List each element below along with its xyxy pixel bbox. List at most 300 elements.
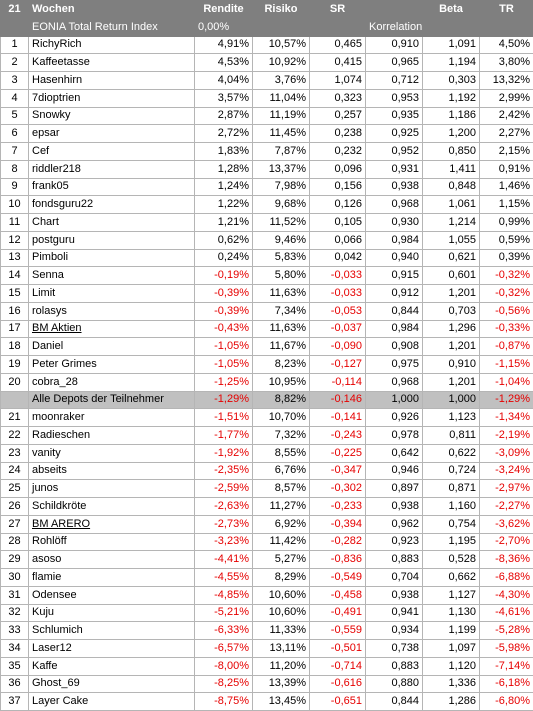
rank-cell: 8 (1, 160, 29, 178)
sr-cell: 0,238 (310, 125, 366, 143)
risiko-cell: 10,60% (253, 604, 310, 622)
name-cell: Laser12 (29, 640, 195, 658)
korrelation-cell: 0,941 (366, 604, 423, 622)
korrelation-cell: 0,938 (366, 178, 423, 196)
rank-cell: 15 (1, 285, 29, 303)
beta-cell: 0,754 (423, 515, 480, 533)
rank-cell: 37 (1, 693, 29, 711)
korrelation-cell: 0,912 (366, 285, 423, 303)
rendite-cell: 4,91% (195, 36, 253, 54)
tr-cell: 1,15% (480, 196, 533, 214)
name-cell: Chart (29, 214, 195, 232)
risiko-cell: 7,98% (253, 178, 310, 196)
name-cell: junos (29, 480, 195, 498)
table-row (1, 515, 533, 533)
tr-cell: -1,34% (480, 409, 533, 427)
table-row (1, 356, 533, 374)
sr-cell: -0,037 (310, 320, 366, 338)
benchmark-row (1, 18, 533, 36)
tr-cell: -1,04% (480, 373, 533, 391)
korrelation-cell: 0,738 (366, 640, 423, 658)
name-cell: Schildkröte (29, 498, 195, 516)
sr-cell: 0,156 (310, 178, 366, 196)
benchmark-rank (1, 18, 29, 36)
rendite-cell: -8,75% (195, 693, 253, 711)
table-row (1, 338, 533, 356)
rank-cell: 19 (1, 356, 29, 374)
name-cell: Limit (29, 285, 195, 303)
benchmark-tr (480, 18, 533, 36)
table-row (1, 107, 533, 125)
beta-cell: 0,303 (423, 72, 480, 90)
rank-cell: 25 (1, 480, 29, 498)
korrelation-cell: 0,938 (366, 586, 423, 604)
beta-cell: 1,186 (423, 107, 480, 125)
weeks-count: 21 (1, 1, 29, 19)
rank-cell: 16 (1, 302, 29, 320)
tr-cell: -0,33% (480, 320, 533, 338)
name-cell: fondsguru22 (29, 196, 195, 214)
rank-cell: 23 (1, 444, 29, 462)
table-row (1, 285, 533, 303)
beta-cell: 1,200 (423, 125, 480, 143)
tr-cell: -1,29% (480, 391, 533, 409)
rank-cell: 34 (1, 640, 29, 658)
korrelation-cell: 0,931 (366, 160, 423, 178)
name-cell: BM Aktien (29, 320, 195, 338)
tr-cell: -3,09% (480, 444, 533, 462)
risiko-cell: 3,76% (253, 72, 310, 90)
sr-cell: -0,233 (310, 498, 366, 516)
korrelation-cell: 0,965 (366, 54, 423, 72)
korrelation-cell: 0,897 (366, 480, 423, 498)
risiko-cell: 8,55% (253, 444, 310, 462)
risiko-cell: 11,67% (253, 338, 310, 356)
table-row (1, 462, 533, 480)
risiko-cell: 11,20% (253, 657, 310, 675)
korrelation-cell: 0,968 (366, 373, 423, 391)
sr-cell: -0,302 (310, 480, 366, 498)
beta-cell: 1,201 (423, 373, 480, 391)
table-row (1, 160, 533, 178)
risiko-cell: 10,57% (253, 36, 310, 54)
beta-cell: 1,091 (423, 36, 480, 54)
table-row (1, 143, 533, 161)
rendite-cell: -8,25% (195, 675, 253, 693)
tr-cell: -5,28% (480, 622, 533, 640)
beta-cell: 1,127 (423, 586, 480, 604)
rank-cell: 13 (1, 249, 29, 267)
rank-cell: 29 (1, 551, 29, 569)
rendite-cell: 1,22% (195, 196, 253, 214)
risiko-cell: 7,87% (253, 143, 310, 161)
beta-cell: 1,055 (423, 231, 480, 249)
tr-cell: -6,18% (480, 675, 533, 693)
name-cell: Schlumich (29, 622, 195, 640)
tr-cell: 4,50% (480, 36, 533, 54)
sr-cell: -0,616 (310, 675, 366, 693)
table-row (1, 498, 533, 516)
beta-cell: 0,811 (423, 427, 480, 445)
table-row (1, 427, 533, 445)
risiko-cell: 5,83% (253, 249, 310, 267)
rank-cell: 36 (1, 675, 29, 693)
name-cell: Pimboli (29, 249, 195, 267)
rank-cell: 35 (1, 657, 29, 675)
rank-cell: 22 (1, 427, 29, 445)
rank-cell: 14 (1, 267, 29, 285)
table-row (1, 640, 533, 658)
rendite-cell: -0,43% (195, 320, 253, 338)
sr-cell: -0,714 (310, 657, 366, 675)
risiko-cell: 11,19% (253, 107, 310, 125)
risiko-cell: 10,95% (253, 373, 310, 391)
rendite-cell: 3,57% (195, 89, 253, 107)
col-korrelation-header (366, 1, 423, 19)
korrelation-cell: 0,923 (366, 533, 423, 551)
table-row (1, 373, 533, 391)
sr-cell: 0,232 (310, 143, 366, 161)
beta-cell: 1,130 (423, 604, 480, 622)
tr-cell: 2,99% (480, 89, 533, 107)
sr-cell: -0,053 (310, 302, 366, 320)
risiko-cell: 11,04% (253, 89, 310, 107)
risiko-cell: 6,76% (253, 462, 310, 480)
korrelation-cell: 0,953 (366, 89, 423, 107)
table-row (1, 622, 533, 640)
sr-cell: -0,491 (310, 604, 366, 622)
rank-cell: 32 (1, 604, 29, 622)
table-row (1, 657, 533, 675)
korrelation-label: Korrelation (366, 18, 480, 36)
beta-cell: 1,214 (423, 214, 480, 232)
korrelation-cell: 0,712 (366, 72, 423, 90)
rank-cell: 18 (1, 338, 29, 356)
rendite-cell: 4,53% (195, 54, 253, 72)
rank-cell: 21 (1, 409, 29, 427)
rendite-cell: 1,24% (195, 178, 253, 196)
risiko-cell: 13,39% (253, 675, 310, 693)
rank-cell: 33 (1, 622, 29, 640)
table-row (1, 231, 533, 249)
sr-cell: -0,114 (310, 373, 366, 391)
tr-cell: 3,80% (480, 54, 533, 72)
risiko-cell: 11,33% (253, 622, 310, 640)
average-row (1, 391, 533, 409)
tr-cell: -8,36% (480, 551, 533, 569)
sr-cell: 0,126 (310, 196, 366, 214)
rank-cell: 27 (1, 515, 29, 533)
korrelation-cell: 0,704 (366, 569, 423, 587)
korrelation-cell: 0,962 (366, 515, 423, 533)
sr-cell: -0,651 (310, 693, 366, 711)
risiko-cell: 7,32% (253, 427, 310, 445)
sr-cell: -0,458 (310, 586, 366, 604)
rank-cell: 20 (1, 373, 29, 391)
name-cell: Ghost_69 (29, 675, 195, 693)
name-cell: postguru (29, 231, 195, 249)
korrelation-cell: 0,946 (366, 462, 423, 480)
name-cell: Radieschen (29, 427, 195, 445)
sr-cell: 1,074 (310, 72, 366, 90)
name-cell: epsar (29, 125, 195, 143)
table-row (1, 409, 533, 427)
rendite-cell: -0,39% (195, 285, 253, 303)
rank-cell: 10 (1, 196, 29, 214)
tr-cell: -3,24% (480, 462, 533, 480)
korrelation-cell: 0,934 (366, 622, 423, 640)
sr-cell: -0,033 (310, 285, 366, 303)
name-cell: Kaffeetasse (29, 54, 195, 72)
sr-cell: 0,096 (310, 160, 366, 178)
name-cell: Rohlöff (29, 533, 195, 551)
name-cell: Kuju (29, 604, 195, 622)
rendite-cell: 1,83% (195, 143, 253, 161)
korrelation-cell: 0,915 (366, 267, 423, 285)
rank-cell (1, 391, 29, 409)
korrelation-cell: 0,930 (366, 214, 423, 232)
risiko-cell: 5,80% (253, 267, 310, 285)
beta-cell: 1,120 (423, 657, 480, 675)
rank-cell: 5 (1, 107, 29, 125)
risiko-cell: 11,52% (253, 214, 310, 232)
rendite-cell: -4,55% (195, 569, 253, 587)
rendite-cell: -4,85% (195, 586, 253, 604)
name-cell: rolasys (29, 302, 195, 320)
table-row (1, 604, 533, 622)
col-rendite-header: Rendite (195, 1, 253, 19)
risiko-cell: 13,37% (253, 160, 310, 178)
risiko-cell: 11,45% (253, 125, 310, 143)
name-cell: Hasenhirn (29, 72, 195, 90)
korrelation-cell: 0,908 (366, 338, 423, 356)
risiko-cell: 5,27% (253, 551, 310, 569)
rendite-cell: 1,28% (195, 160, 253, 178)
sr-cell: 0,465 (310, 36, 366, 54)
rendite-cell: -6,33% (195, 622, 253, 640)
rendite-cell: -1,92% (195, 444, 253, 462)
name-cell: asoso (29, 551, 195, 569)
rendite-cell: -1,05% (195, 338, 253, 356)
beta-cell: 0,528 (423, 551, 480, 569)
sr-cell: 0,323 (310, 89, 366, 107)
sr-cell: -0,127 (310, 356, 366, 374)
sr-cell: -0,282 (310, 533, 366, 551)
beta-cell: 1,160 (423, 498, 480, 516)
rendite-cell: -1,51% (195, 409, 253, 427)
beta-cell: 1,411 (423, 160, 480, 178)
table-row (1, 54, 533, 72)
risiko-cell: 11,63% (253, 285, 310, 303)
risiko-cell: 13,45% (253, 693, 310, 711)
rank-cell: 11 (1, 214, 29, 232)
tr-cell: 1,46% (480, 178, 533, 196)
rank-cell: 7 (1, 143, 29, 161)
name-cell: flamie (29, 569, 195, 587)
risiko-cell: 8,23% (253, 356, 310, 374)
table-row (1, 586, 533, 604)
beta-cell: 0,850 (423, 143, 480, 161)
korrelation-cell: 0,844 (366, 302, 423, 320)
sr-cell: 0,415 (310, 54, 366, 72)
sr-cell: -0,559 (310, 622, 366, 640)
name-cell: 7dioptrien (29, 89, 195, 107)
sr-cell: -0,146 (310, 391, 366, 409)
table-row (1, 480, 533, 498)
name-cell: Senna (29, 267, 195, 285)
name-cell: abseits (29, 462, 195, 480)
beta-cell: 0,703 (423, 302, 480, 320)
sr-cell: -0,243 (310, 427, 366, 445)
table-row (1, 214, 533, 232)
tr-cell: -1,15% (480, 356, 533, 374)
rendite-cell: -4,41% (195, 551, 253, 569)
korrelation-cell: 0,926 (366, 409, 423, 427)
name-cell: Daniel (29, 338, 195, 356)
tr-cell: -2,19% (480, 427, 533, 445)
sr-cell: 0,105 (310, 214, 366, 232)
beta-cell: 1,123 (423, 409, 480, 427)
risiko-cell: 10,70% (253, 409, 310, 427)
rendite-cell: -1,25% (195, 373, 253, 391)
sr-cell: -0,141 (310, 409, 366, 427)
sr-cell: 0,042 (310, 249, 366, 267)
beta-cell: 0,601 (423, 267, 480, 285)
name-cell: Alle Depots der Teilnehmer (29, 391, 195, 409)
korrelation-cell: 0,952 (366, 143, 423, 161)
benchmark-rendite: 0,00% (195, 18, 253, 36)
korrelation-cell: 0,968 (366, 196, 423, 214)
tr-cell: -0,32% (480, 267, 533, 285)
rendite-cell: -8,00% (195, 657, 253, 675)
rendite-cell: -6,57% (195, 640, 253, 658)
table-row (1, 693, 533, 711)
tr-cell: -0,56% (480, 302, 533, 320)
risiko-cell: 9,46% (253, 231, 310, 249)
beta-cell: 1,097 (423, 640, 480, 658)
tr-cell: 13,32% (480, 72, 533, 90)
rendite-cell: -0,19% (195, 267, 253, 285)
rank-cell: 4 (1, 89, 29, 107)
name-cell: Snowky (29, 107, 195, 125)
sr-cell: 0,257 (310, 107, 366, 125)
name-cell: vanity (29, 444, 195, 462)
risiko-cell: 6,92% (253, 515, 310, 533)
name-cell: frank05 (29, 178, 195, 196)
table-row (1, 72, 533, 90)
rendite-cell: 0,62% (195, 231, 253, 249)
tr-cell: -5,98% (480, 640, 533, 658)
rendite-cell: 2,72% (195, 125, 253, 143)
tr-cell: -4,30% (480, 586, 533, 604)
rendite-cell: 4,04% (195, 72, 253, 90)
table-row (1, 302, 533, 320)
rendite-cell: 2,87% (195, 107, 253, 125)
risiko-cell: 7,34% (253, 302, 310, 320)
tr-cell: -0,32% (480, 285, 533, 303)
korrelation-cell: 0,984 (366, 320, 423, 338)
sr-cell: -0,501 (310, 640, 366, 658)
table-row (1, 569, 533, 587)
rank-cell: 17 (1, 320, 29, 338)
rank-cell: 28 (1, 533, 29, 551)
rank-cell: 24 (1, 462, 29, 480)
beta-cell: 0,662 (423, 569, 480, 587)
risiko-cell: 13,11% (253, 640, 310, 658)
table-row (1, 444, 533, 462)
rendite-cell: -1,77% (195, 427, 253, 445)
name-cell: RichyRich (29, 36, 195, 54)
tr-cell: 0,99% (480, 214, 533, 232)
tr-cell: 0,59% (480, 231, 533, 249)
risiko-cell: 11,27% (253, 498, 310, 516)
beta-cell: 1,201 (423, 285, 480, 303)
name-cell: Cef (29, 143, 195, 161)
beta-cell: 1,199 (423, 622, 480, 640)
rendite-cell: -2,59% (195, 480, 253, 498)
col-risiko-header: Risiko (253, 1, 310, 19)
beta-cell: 1,061 (423, 196, 480, 214)
risiko-cell: 11,42% (253, 533, 310, 551)
name-cell: Kaffe (29, 657, 195, 675)
name-cell: moonraker (29, 409, 195, 427)
korrelation-cell: 0,910 (366, 36, 423, 54)
benchmark-label: EONIA Total Return Index (29, 18, 195, 36)
rank-cell: 2 (1, 54, 29, 72)
name-cell: cobra_28 (29, 373, 195, 391)
sr-cell: -0,836 (310, 551, 366, 569)
korrelation-cell: 0,642 (366, 444, 423, 462)
sr-cell: 0,066 (310, 231, 366, 249)
tr-cell: 0,91% (480, 160, 533, 178)
tr-cell: 2,27% (480, 125, 533, 143)
rendite-cell: -0,39% (195, 302, 253, 320)
tr-cell: 0,39% (480, 249, 533, 267)
benchmark-sr (310, 18, 366, 36)
rank-cell: 1 (1, 36, 29, 54)
rendite-cell: -2,73% (195, 515, 253, 533)
korrelation-cell: 0,883 (366, 657, 423, 675)
rank-cell: 9 (1, 178, 29, 196)
korrelation-cell: 0,938 (366, 498, 423, 516)
rendite-cell: -2,35% (195, 462, 253, 480)
rank-cell: 12 (1, 231, 29, 249)
beta-cell: 1,286 (423, 693, 480, 711)
beta-cell: 0,622 (423, 444, 480, 462)
table-row (1, 178, 533, 196)
header-row (1, 1, 533, 19)
rendite-cell: -1,05% (195, 356, 253, 374)
korrelation-cell: 0,984 (366, 231, 423, 249)
rank-cell: 3 (1, 72, 29, 90)
sr-cell: -0,033 (310, 267, 366, 285)
table-row (1, 36, 533, 54)
col-beta-header: Beta (423, 1, 480, 19)
weeks-label: Wochen (29, 1, 195, 19)
benchmark-risiko (253, 18, 310, 36)
sr-cell: -0,225 (310, 444, 366, 462)
risiko-cell: 10,92% (253, 54, 310, 72)
name-cell: riddler218 (29, 160, 195, 178)
tr-cell: -4,61% (480, 604, 533, 622)
sr-cell: -0,394 (310, 515, 366, 533)
table-row (1, 267, 533, 285)
beta-cell: 1,201 (423, 338, 480, 356)
korrelation-cell: 1,000 (366, 391, 423, 409)
beta-cell: 0,910 (423, 356, 480, 374)
korrelation-cell: 0,925 (366, 125, 423, 143)
risiko-cell: 11,63% (253, 320, 310, 338)
